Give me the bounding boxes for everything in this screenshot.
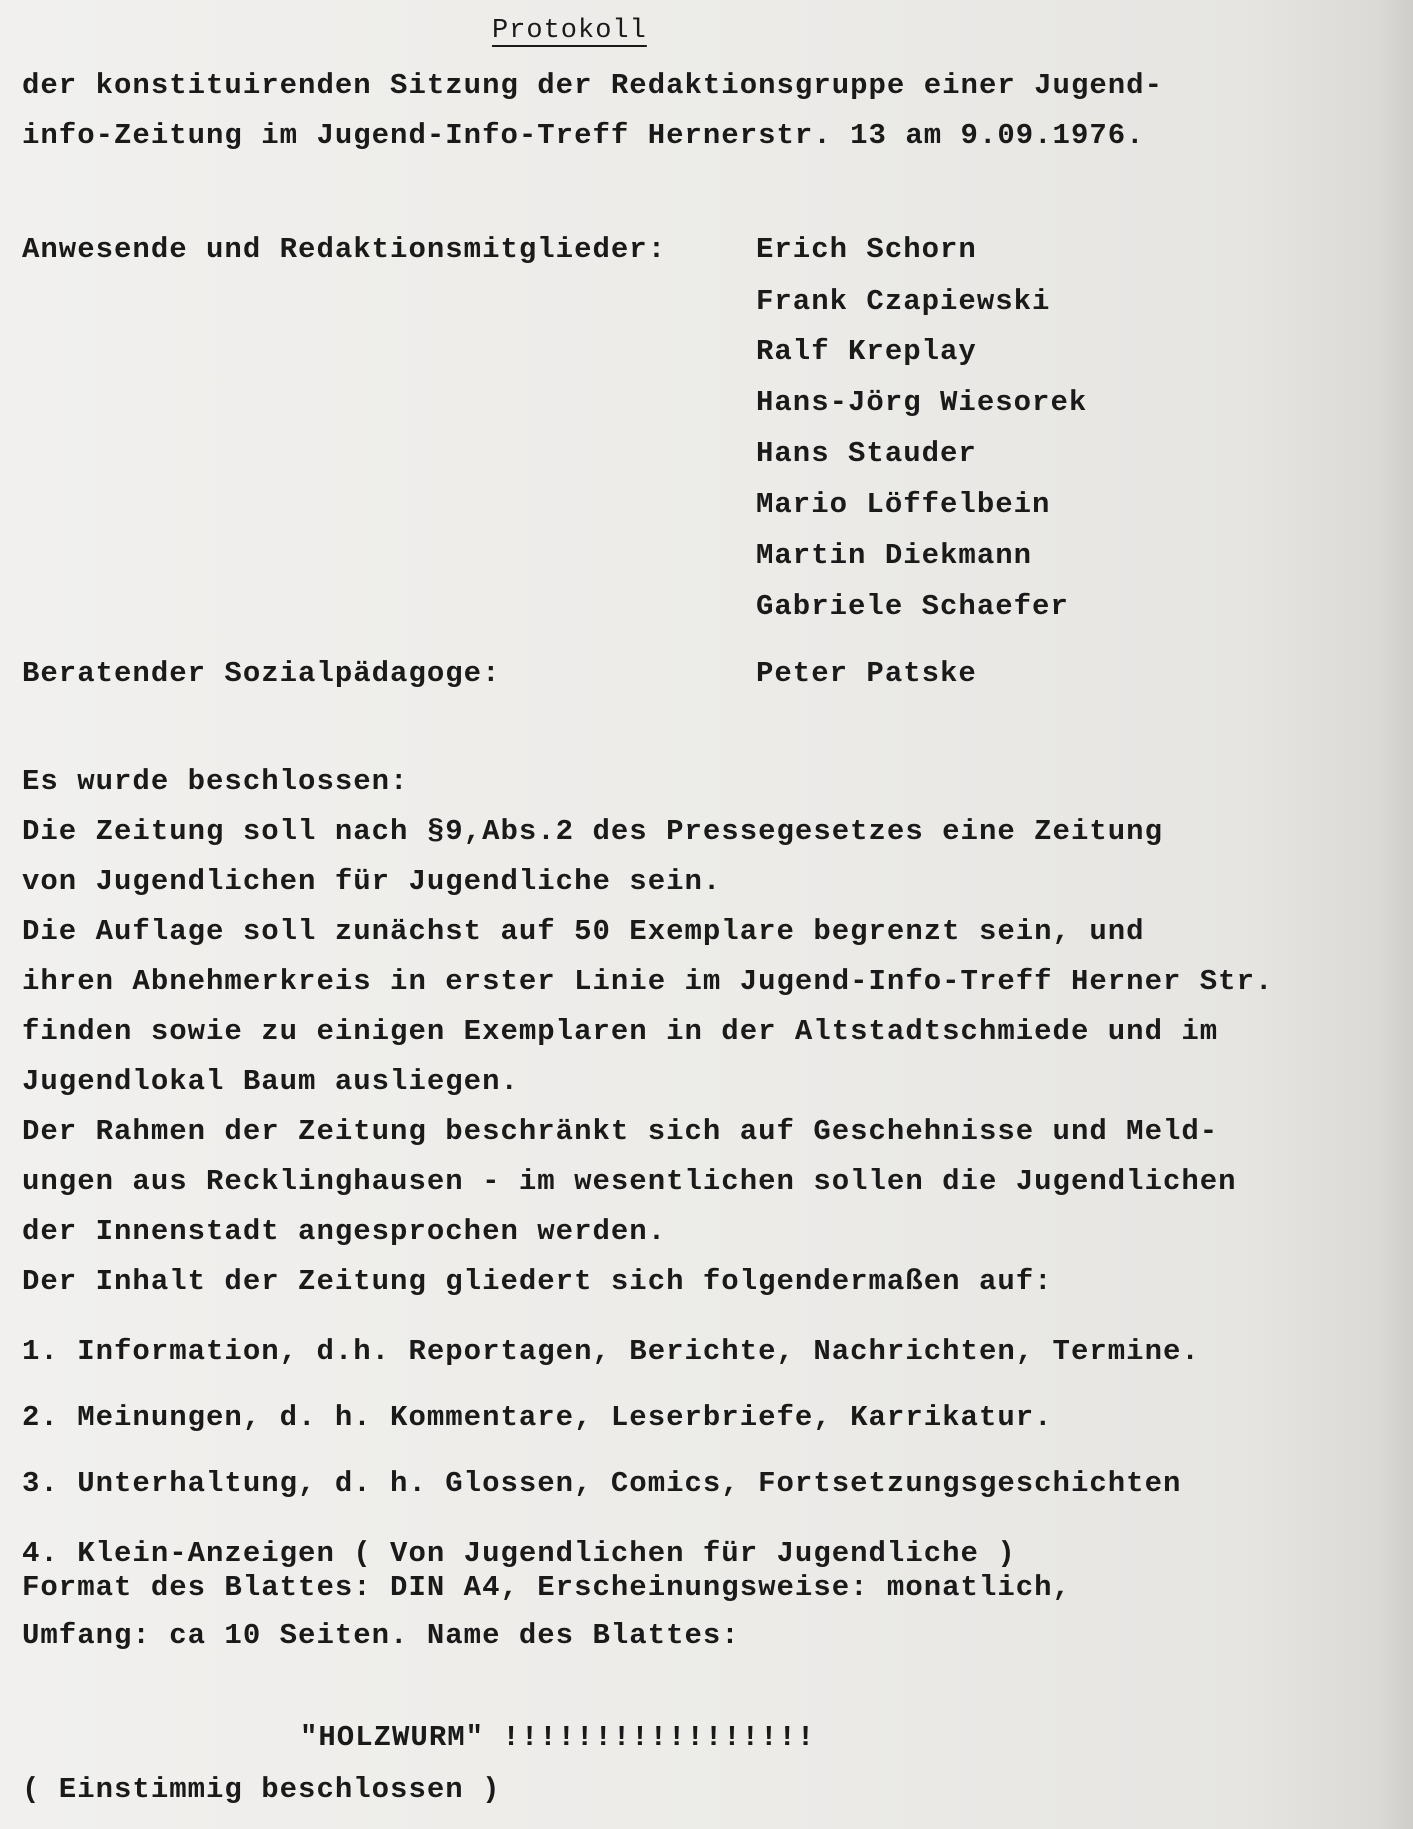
heading-line-1: der konstituirenden Sitzung der Redaktionsgruppe einer Jugend- [22,69,1163,102]
body-line-7: Jugendlokal Baum ausliegen. [22,1065,519,1098]
page-edge-shadow [1377,0,1413,1829]
attendee-8: Gabriele Schaefer [756,590,1069,623]
body-line-2: Die Zeitung soll nach §9,Abs.2 des Pressegesetzes eine Zeitung [22,815,1163,848]
document-title: Protokoll [492,16,647,46]
content-item-4: 4. Klein-Anzeigen ( Von Jugendlichen für Jugendliche ) [22,1537,1016,1570]
attendees-label: Anwesende und Redaktionsmitglieder: [22,233,667,266]
body-line-3: von Jugendlichen für Jugendliche sein. [22,865,722,898]
body-line-5: ihren Abnehmerkreis in erster Linie im Jugend-Info-Treff Herner Str. [22,965,1274,998]
format-line-1: Format des Blattes: DIN A4, Erscheinungsweise: monatlich, [22,1571,1071,1604]
body-line-1: Es wurde beschlossen: [22,765,409,798]
paper-name: "HOLZWURM" !!!!!!!!!!!!!!!!! [300,1721,816,1754]
attendee-7: Martin Diekmann [756,539,1033,572]
content-item-2: 2. Meinungen, d. h. Kommentare, Leserbriefe, Karrikatur. [22,1401,1053,1434]
attendee-5: Hans Stauder [756,437,977,470]
advisor-label: Beratender Sozialpädagoge: [22,657,501,690]
attendee-6: Mario Löffelbein [756,488,1051,521]
attendee-1: Erich Schorn [756,233,977,266]
format-line-2: Umfang: ca 10 Seiten. Name des Blattes: [22,1619,740,1652]
decision-note: ( Einstimmig beschlossen ) [22,1773,501,1806]
attendee-2: Frank Czapiewski [756,285,1051,318]
heading-line-2: info-Zeitung im Jugend-Info-Treff Hernerstr. 13 am 9.09.1976. [22,119,1145,152]
body-line-11: Der Inhalt der Zeitung gliedert sich folgendermaßen auf: [22,1265,1053,1298]
body-line-9: ungen aus Recklinghausen - im wesentlichen sollen die Jugendlichen [22,1165,1237,1198]
body-line-8: Der Rahmen der Zeitung beschränkt sich auf Geschehnisse und Meld- [22,1115,1219,1148]
content-item-1: 1. Information, d.h. Reportagen, Berichte, Nachrichten, Termine. [22,1335,1200,1368]
advisor-name: Peter Patske [756,657,977,690]
attendee-4: Hans-Jörg Wiesorek [756,386,1088,419]
body-line-10: der Innenstadt angesprochen werden. [22,1215,667,1248]
content-item-3: 3. Unterhaltung, d. h. Glossen, Comics, Fortsetzungsgeschichten [22,1467,1182,1500]
attendee-3: Ralf Kreplay [756,335,977,368]
body-line-6: finden sowie zu einigen Exemplaren in der Altstadtschmiede und im [22,1015,1219,1048]
body-line-4: Die Auflage soll zunächst auf 50 Exemplare begrenzt sein, und [22,915,1145,948]
